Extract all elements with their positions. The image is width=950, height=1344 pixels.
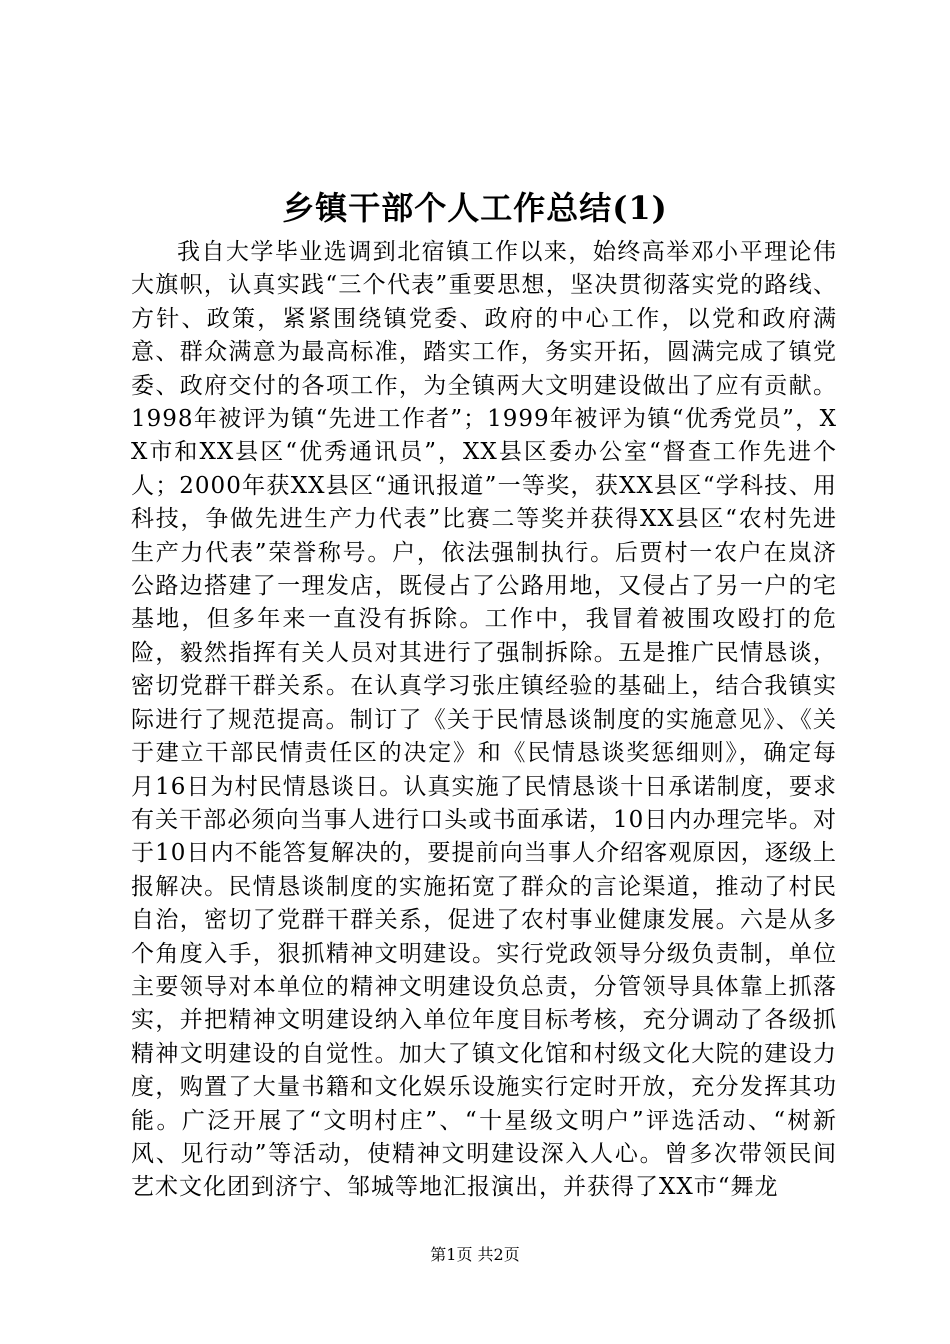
page-number-footer: 第1页 共2页 xyxy=(430,1245,520,1264)
document-body-paragraph: 我自大学毕业选调到北宿镇工作以来，始终高举邓小平理论伟大旗帜，认真实践“三个代表”重要思想，坚决贯彻落实党的路线、方针、政策，紧紧围绕镇党委、政府的中心工作，以党和政府满意、群众满意为最高标准，踏实工作，务实开拓，圆满完成了镇党委、政府交付的各项工作，为全镇两大文明建设做出了应有贡献。1998年被评为镇“先进工作者”；1999年被评为镇“优秀党员”，XX市和XX县区“优秀通讯员”，XX县区委办公室“督查工作先进个人；2000年获XX县区“通讯报道”一等奖，获XX县区“学科技、用科技，争做先进生产力代表”比赛二等奖并获得XX县区“农村先进生产力代表”荣誉称号。户，依法强制执行。后贾村一农户在岚济公路边搭建了一理发店，既侵占了公路用地，又侵占了另一户的宅基地，但多年来一直没有拆除。工作中，我冒着被围攻殴打的危险，毅然指挥有关人员对其进行了强制拆除。五是推广民情恳谈，密切党群干群关系。在认真学习张庄镇经验的基础上，结合我镇实际进行了规范提高。制订了《关于民情恳谈制度的实施意见》、《关于建立干部民情责任区的决定》和《民情恳谈奖惩细则》，确定每月16日为村民情恳谈日。认真实施了民情恳谈十日承诺制度，要求有关干部必须向当事人进行口头或书面承诺，10日内办理完毕。对于10日内不能答复解决的，要提前向当事人介绍客观原因，逐级上报解决。民情恳谈制度的实施拓宽了群众的言论渠道，推动了村民自治，密切了党群干群关系，促进了农村事业健康发展。六是从多个角度入手，狠抓精神文明建设。实行党政领导分级负责制，单位主要领导对本单位的精神文明建设负总责，分管领导具体靠上抓落实，并把精神文明建设纳入单位年度目标考核，充分调动了各级抓精神文明建设的自觉性。加大了镇文化馆和村级文化大院的建设力度，购置了大量书籍和文化娱乐设施实行定时开放，充分发挥其功能。广泛开展了“文明村庄”、“十星级文明户”评选活动、“树新风、见行动”等活动，使精神文明建设深入人心。曾多次带领民间艺术文化团到济宁、邹城等地汇报演出，并获得了XX市“舞龙 xyxy=(131,239,837,1201)
document-title: 乡镇干部个人工作总结(1) xyxy=(282,189,668,227)
